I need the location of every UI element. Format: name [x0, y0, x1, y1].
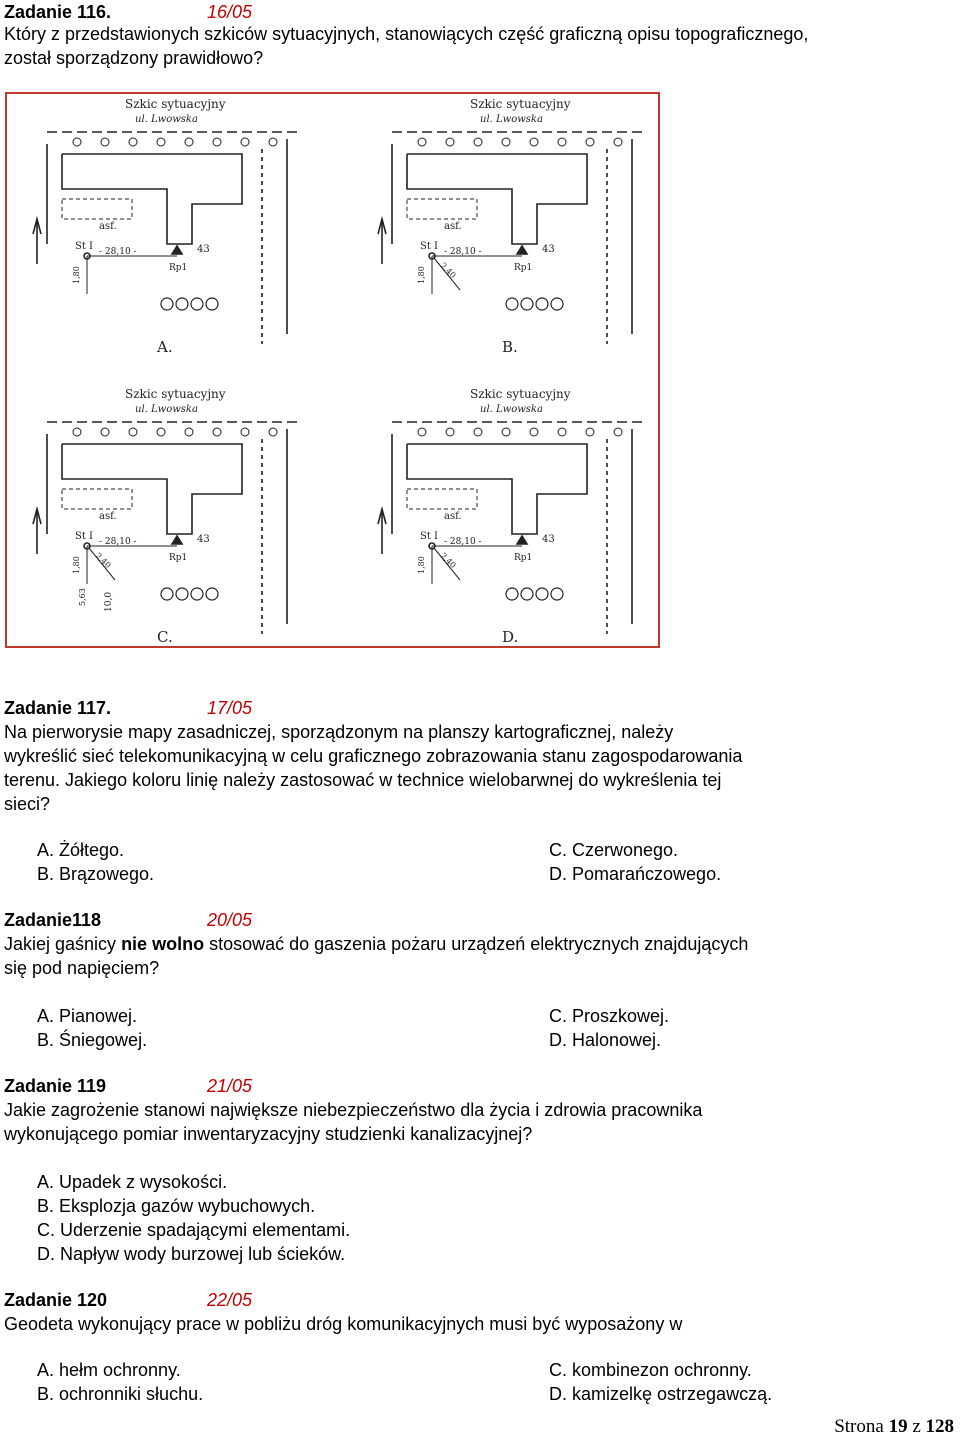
sketch-heading: Szkic sytuacyjny — [470, 97, 571, 111]
sketch-heading: Szkic sytuacyjny — [470, 387, 571, 401]
distance-label: - 28,10 - — [99, 537, 137, 547]
answer-d: D. kamizelkę ostrzegawczą. — [549, 1384, 773, 1404]
question-text: Jakiej gaśnicy — [4, 934, 122, 954]
tree-symbol — [418, 428, 426, 436]
task-119-title: Zadanie 119 — [4, 1076, 107, 1096]
benchmark-label: Rp1 — [169, 263, 188, 273]
tree-symbol — [101, 428, 109, 436]
answer-c: C. Proszkowej. — [549, 1006, 670, 1026]
benchmark-symbol — [517, 246, 527, 254]
question-line: został sporządzony prawidłowo? — [4, 48, 264, 68]
panel-letter: D. — [502, 628, 519, 646]
answer-a: A. Upadek z wysokości. — [37, 1172, 228, 1192]
tree-symbol — [446, 138, 454, 146]
diagonal-label: 2,40 — [93, 551, 113, 571]
tree-symbol — [73, 138, 81, 146]
c-total-label: 10,0 — [104, 591, 114, 612]
fence-box — [407, 199, 477, 219]
answer-c: C. Czerwonego. — [549, 840, 679, 860]
tree-symbol — [269, 428, 277, 436]
tree-symbol — [101, 138, 109, 146]
task-117-title: Zadanie 117. — [4, 698, 112, 718]
task-118-code: 20/05 — [207, 910, 253, 930]
task-120-question: Geodeta wykonujący prace w pobliżu dróg komunikacyjnych musi być wyposażony w — [4, 1314, 683, 1334]
sketch-panel — [33, 97, 297, 356]
street-label: ul. Lwowska — [135, 114, 198, 125]
task-120-title: Zadanie 120 — [4, 1290, 108, 1310]
offset-label: 1,80 — [417, 266, 426, 284]
task-117-code: 17/05 — [207, 698, 253, 718]
tree-symbol — [241, 428, 249, 436]
offset-label: 1,80 — [72, 266, 81, 284]
answer-b: B. Brązowego. — [37, 864, 155, 884]
task-116-code: 16/05 — [207, 2, 253, 22]
answer-d: D. Napływ wody burzowej lub ścieków. — [37, 1244, 346, 1264]
tree-symbol — [502, 428, 510, 436]
question-line: wykonującego pomiar inwentaryzacyjny studzienki kanalizacyjnej? — [4, 1124, 533, 1144]
tree-symbol — [474, 138, 482, 146]
tree-symbol — [157, 138, 165, 146]
emphasis-text: nie wolno — [121, 934, 205, 954]
panel-letter: A. — [157, 338, 173, 356]
tree-symbol — [530, 138, 538, 146]
tree-symbol — [558, 138, 566, 146]
sketch-panel — [33, 387, 297, 646]
page-separator: z — [912, 1416, 921, 1437]
street-label: ul. Lwowska — [480, 114, 543, 125]
tree-symbol — [586, 428, 594, 436]
question-line: się pod napięciem? — [4, 958, 160, 978]
offset-label: 1,80 — [72, 556, 81, 574]
trees-row-symbol — [176, 298, 188, 310]
street-label: ul. Lwowska — [480, 404, 543, 415]
task-120-code: 22/05 — [207, 1290, 253, 1310]
house-number-label: 43 — [542, 244, 555, 255]
question-line: Jakie zagrożenie stanowi największe niebezpieczeństwo dla życia i zdrowia pracownika — [4, 1100, 703, 1120]
station-label: St I — [75, 241, 93, 252]
tree-symbol — [474, 428, 482, 436]
tree-symbol — [418, 138, 426, 146]
surface-label: asf. — [444, 221, 462, 232]
tree-symbol — [129, 138, 137, 146]
tree-symbol — [157, 428, 165, 436]
question-line: Na pierworysie mapy zasadniczej, sporządzonym na planszy kartograficznej, należy — [4, 722, 674, 742]
current-page: 19 — [888, 1416, 908, 1437]
answer-b: B. ochronniki słuchu. — [37, 1384, 204, 1404]
surface-label: asf. — [99, 221, 117, 232]
trees-row-symbol — [506, 298, 518, 310]
panel-letter: B. — [502, 338, 518, 356]
question-line — [4, 932, 954, 956]
answer-c: C. Uderzenie spadającymi elementami. — [37, 1220, 351, 1240]
offset-label: 1,80 — [417, 556, 426, 574]
tree-symbol — [586, 138, 594, 146]
task-119-question — [4, 1098, 954, 1146]
answer-a: A. hełm ochronny. — [37, 1360, 181, 1380]
trees-row-symbol — [161, 298, 173, 310]
trees-row-symbol — [161, 588, 173, 600]
answer-a: A. Żółtego. — [37, 840, 125, 860]
page-label: Strona — [834, 1416, 884, 1437]
task-116-title: Zadanie 116. — [4, 2, 112, 22]
sketch-panel — [378, 97, 642, 356]
task-118-question — [4, 932, 954, 980]
fence-box — [62, 489, 132, 509]
sketch-heading: Szkic sytuacyjny — [125, 387, 226, 401]
building-outline — [407, 154, 587, 244]
diagonal-label: 2,40 — [438, 261, 458, 281]
tree-symbol — [530, 428, 538, 436]
sketch-panel — [378, 387, 642, 646]
building-outline — [407, 444, 587, 534]
fence-box — [407, 489, 477, 509]
question-text: stosować do gaszenia pożaru urządzeń elektrycznych znajdujących — [204, 934, 749, 954]
answer-b: B. Eksplozja gazów wybuchowych. — [37, 1196, 316, 1216]
tree-symbol — [614, 428, 622, 436]
tree-symbol — [241, 138, 249, 146]
trees-row-symbol — [506, 588, 518, 600]
trees-row-symbol — [521, 588, 533, 600]
benchmark-symbol — [517, 536, 527, 544]
tree-symbol — [185, 138, 193, 146]
benchmark-symbol — [172, 536, 182, 544]
question-line: sieci? — [4, 794, 51, 814]
building-outline — [62, 154, 242, 244]
fence-box — [62, 199, 132, 219]
trees-row-symbol — [191, 588, 203, 600]
answer-b: B. Śniegowej. — [37, 1030, 148, 1050]
task-119-code: 21/05 — [207, 1076, 253, 1096]
surface-label: asf. — [99, 511, 117, 522]
street-label: ul. Lwowska — [135, 404, 198, 415]
trees-row-symbol — [536, 588, 548, 600]
c-vertical-label: 5,63 — [78, 588, 87, 606]
tree-symbol — [558, 428, 566, 436]
page-number — [834, 1416, 954, 1438]
trees-row-symbol — [551, 588, 563, 600]
distance-label: - 28,10 - — [444, 247, 482, 257]
distance-label: - 28,10 - — [444, 537, 482, 547]
task-118-title: Zadanie118 — [4, 910, 102, 930]
station-label: St I — [75, 531, 93, 542]
answer-a: A. Pianowej. — [37, 1006, 138, 1026]
diagonal-label: 2,40 — [438, 551, 458, 571]
station-label: St I — [420, 241, 438, 252]
panel-letter: C. — [157, 628, 173, 646]
tree-symbol — [73, 428, 81, 436]
house-number-label: 43 — [197, 244, 210, 255]
tree-symbol — [446, 428, 454, 436]
surface-label: asf. — [444, 511, 462, 522]
trees-row-symbol — [536, 298, 548, 310]
tree-symbol — [185, 428, 193, 436]
distance-label: - 28,10 - — [99, 247, 137, 257]
sketches-svg — [7, 94, 658, 646]
tree-symbol — [213, 428, 221, 436]
trees-row-symbol — [191, 298, 203, 310]
answer-c: C. kombinezon ochronny. — [549, 1360, 752, 1380]
question-line: wykreślić sieć telekomunikacyjną w celu graficznego zobrazowania stanu zagospodarowania — [4, 746, 743, 766]
house-number-label: 43 — [197, 534, 210, 545]
building-outline — [62, 444, 242, 534]
task-117-question — [4, 720, 954, 816]
tree-symbol — [269, 138, 277, 146]
tree-symbol — [213, 138, 221, 146]
total-pages: 128 — [925, 1416, 954, 1437]
benchmark-label: Rp1 — [514, 263, 533, 273]
trees-row-symbol — [206, 298, 218, 310]
station-label: St I — [420, 531, 438, 542]
tree-symbol — [614, 138, 622, 146]
question-line: Który z przedstawionych szkiców sytuacyjnych, stanowiących część graficzną opisu topograficznego, — [4, 24, 809, 44]
tree-symbol — [129, 428, 137, 436]
trees-row-symbol — [551, 298, 563, 310]
tree-symbol — [502, 138, 510, 146]
sketch-heading: Szkic sytuacyjny — [125, 97, 226, 111]
question-line: terenu. Jakiego koloru linię należy zastosować w technice wielobarwnej do wykreślenia tej — [4, 770, 722, 790]
benchmark-symbol — [172, 246, 182, 254]
task-116-question — [4, 22, 954, 70]
situational-sketches-figure — [5, 92, 660, 648]
house-number-label: 43 — [542, 534, 555, 545]
trees-row-symbol — [206, 588, 218, 600]
answer-d: D. Pomarańczowego. — [549, 864, 722, 884]
trees-row-symbol — [176, 588, 188, 600]
benchmark-label: Rp1 — [169, 553, 188, 563]
benchmark-label: Rp1 — [514, 553, 533, 563]
trees-row-symbol — [521, 298, 533, 310]
answer-d: D. Halonowej. — [549, 1030, 662, 1050]
